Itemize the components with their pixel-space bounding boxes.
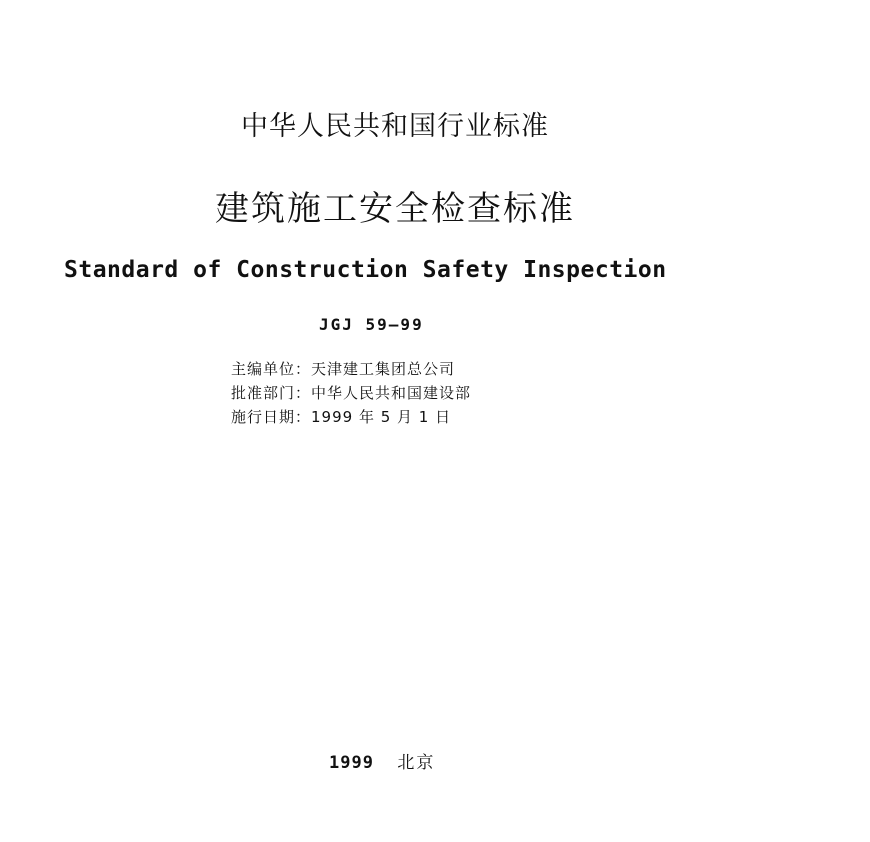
publication-year: 1999 [329, 753, 374, 773]
publication-footer [329, 748, 435, 773]
english-title: Standard of Construction Safety Inspection [64, 257, 667, 283]
editor-info: 主编单位：天津建工集团总公司 [231, 360, 456, 378]
publication-city: 北京 [397, 753, 436, 773]
standard-code: JGJ 59—99 [319, 315, 424, 334]
chinese-title: 建筑施工安全检查标准 [215, 189, 575, 229]
standard-category: 中华人民共和国行业标准 [241, 111, 549, 142]
effective-date-info: 施行日期：1999 年 5 月 1 日 [231, 408, 452, 426]
approval-info: 批准部门：中华人民共和国建设部 [231, 384, 472, 402]
publication-info [231, 357, 471, 429]
